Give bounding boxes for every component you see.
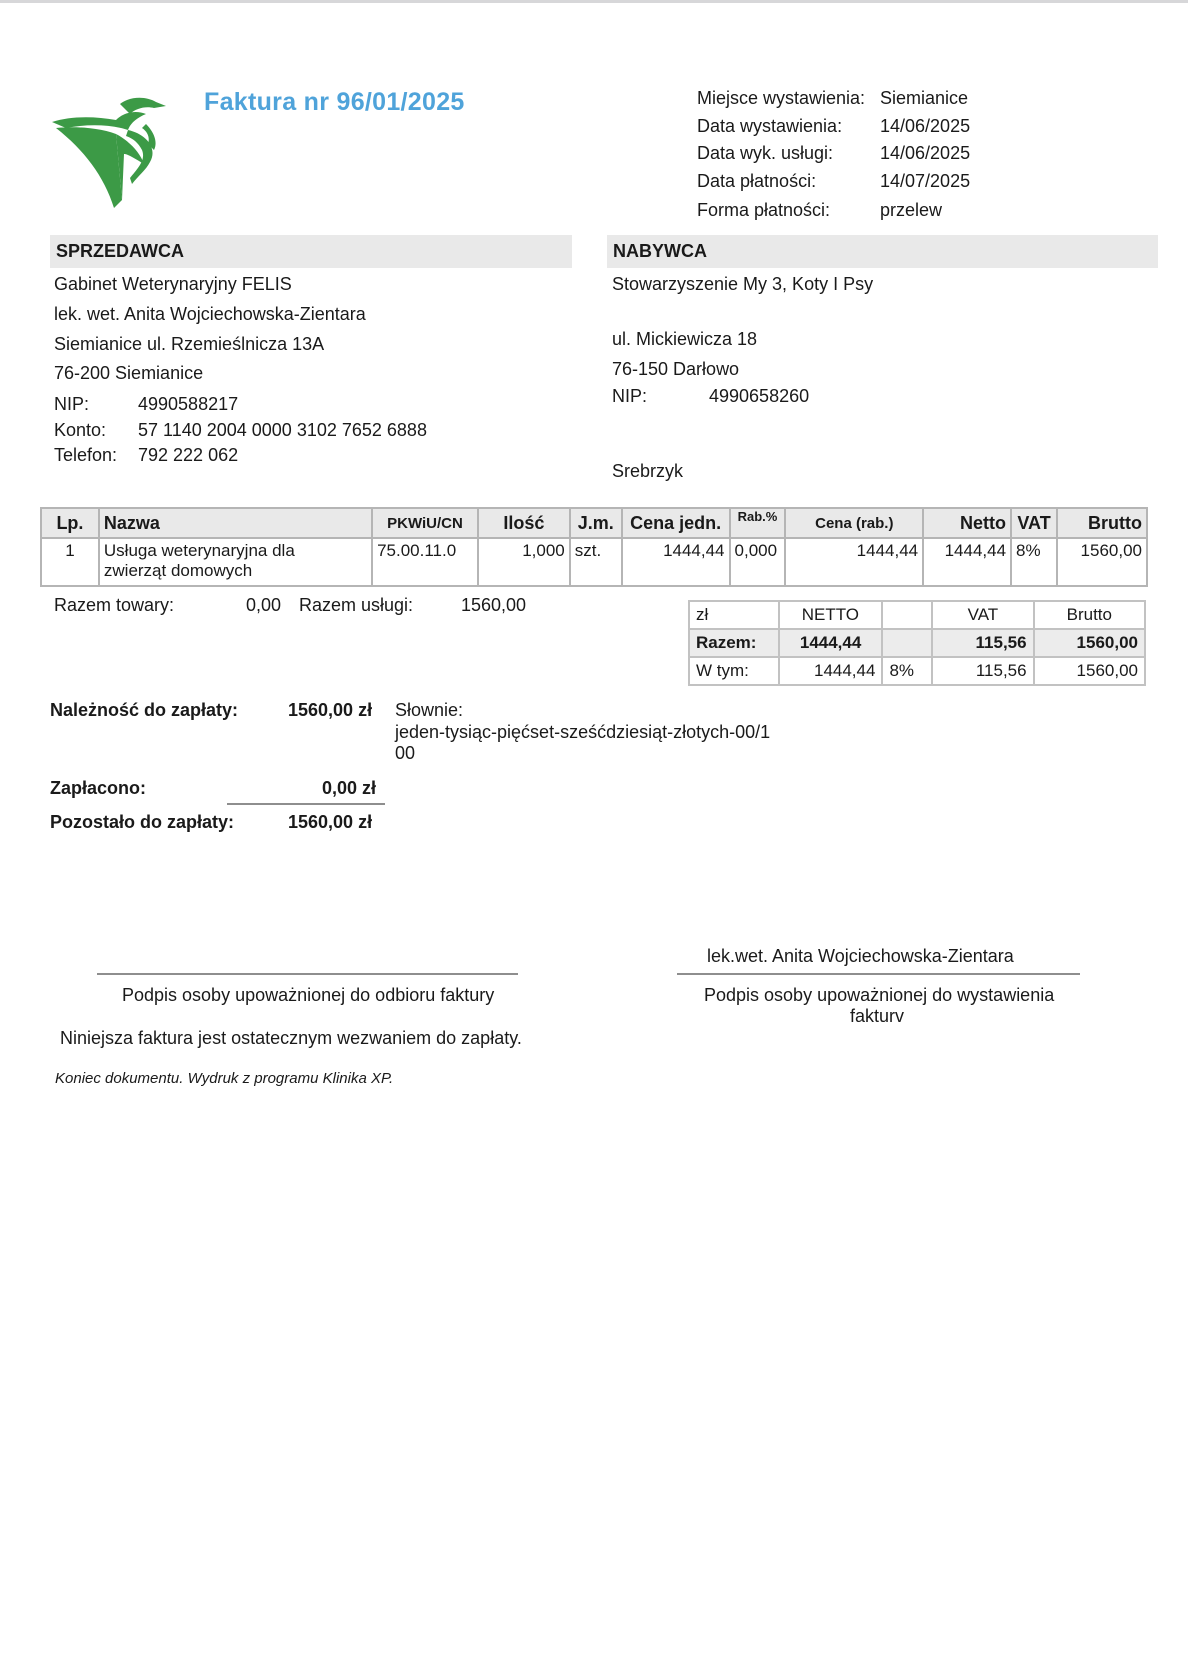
summary-header-row	[689, 601, 1145, 629]
col-lp: Lp.	[41, 508, 99, 538]
meta-payment-form-value: przelew	[880, 200, 943, 220]
col-net: Netto	[923, 508, 1011, 538]
cell-qty: 1,000	[478, 538, 570, 586]
seller-name: Gabinet Weterynaryjny FELIS	[54, 274, 292, 294]
goods-total-value: 0,00	[246, 595, 282, 615]
seller-person: lek. wet. Anita Wojciechowska-Zientara	[54, 304, 366, 324]
issuer-signature-caption-line1: Podpis osoby upoważnionej do wystawienia	[704, 985, 1055, 1005]
amount-words-label: Słownie:	[395, 700, 464, 720]
col-unit: J.m.	[570, 508, 622, 538]
buyer-street: ul. Mickiewicza 18	[612, 329, 758, 349]
vat-summary-table	[688, 600, 1146, 686]
meta-service-date-value: 14/06/2025	[880, 143, 971, 163]
col-price-disc: Cena (rab.)	[785, 508, 923, 538]
summary-gross-header: Brutto	[1034, 601, 1145, 629]
col-gross: Brutto	[1057, 508, 1147, 538]
cell-lp: 1	[41, 538, 99, 586]
amount-due-label: Należność do zapłaty:	[50, 700, 239, 720]
summary-incl-vat: 115,56	[932, 657, 1033, 685]
paid-label: Zapłacono:	[50, 778, 147, 798]
receiver-signature-caption: Podpis osoby upoważnionej do odbioru faktury	[122, 985, 495, 1005]
summary-total-net: 1444,44	[779, 629, 883, 657]
cell-name-line1: Usługa weterynaryjna dla	[103, 541, 295, 560]
document-end-note: Koniec dokumentu. Wydruk z programu Klinika XP.	[55, 1070, 394, 1087]
buyer-nip: 4990658260	[709, 386, 810, 406]
meta-payment-form-label: Forma płatności:	[697, 200, 831, 220]
issuer-signature-caption-line2: fakturv	[850, 1006, 905, 1026]
amount-due-value: 1560,00 zł	[288, 700, 373, 720]
remaining-value: 1560,00 zł	[288, 812, 373, 832]
amount-words-line1: jeden-tysiąc-pięćset-sześćdziesiąt-złotych-00/1	[395, 722, 771, 742]
seller-phone-label: Telefon:	[54, 445, 118, 465]
top-border	[0, 0, 1188, 3]
remaining-label: Pozostało do zapłaty:	[50, 812, 235, 832]
cell-unit-price: 1444,44	[622, 538, 730, 586]
summary-total-label: Razem:	[689, 629, 779, 657]
col-name: Nazwa	[99, 508, 372, 538]
receiver-signature-line	[97, 973, 518, 975]
seller-header: SPRZEDAWCA	[50, 235, 572, 268]
col-discount: Rab.%	[730, 508, 786, 538]
items-table	[40, 507, 1148, 587]
summary-total-row	[689, 629, 1145, 657]
table-row	[41, 538, 1147, 586]
meta-service-date-label: Data wyk. usługi:	[697, 143, 834, 163]
summary-total-gross: 1560,00	[1034, 629, 1145, 657]
amount-words-line2: 00	[395, 743, 416, 763]
col-vat: VAT	[1011, 508, 1057, 538]
buyer-header: NABYWCA	[607, 235, 1158, 268]
cell-gross: 1560,00	[1057, 538, 1147, 586]
summary-currency: zł	[689, 601, 779, 629]
summary-incl-gross: 1560,00	[1034, 657, 1145, 685]
meta-place-value: Siemianice	[880, 88, 969, 108]
final-notice: Niniejsza faktura jest ostatecznym wezwaniem do zapłaty.	[60, 1028, 522, 1048]
summary-total-empty	[882, 629, 932, 657]
meta-payment-date-value: 14/07/2025	[880, 171, 971, 191]
summary-net-header: NETTO	[779, 601, 883, 629]
veterinary-logo-icon	[50, 94, 180, 210]
cell-pkwiu: 75.00.11.0	[372, 538, 478, 586]
cell-discount: 0,000	[730, 538, 786, 586]
cell-price-disc: 1444,44	[785, 538, 923, 586]
seller-street: Siemianice ul. Rzemieślnicza 13A	[54, 334, 325, 354]
buyer-name: Stowarzyszenie My 3, Koty I Psy	[612, 274, 874, 294]
seller-account: 57 1140 2004 0000 3102 7652 6888	[138, 420, 427, 440]
meta-issue-date-value: 14/06/2025	[880, 116, 971, 136]
summary-empty	[882, 601, 932, 629]
cell-unit: szt.	[570, 538, 622, 586]
seller-city: 76-200 Siemianice	[54, 363, 204, 383]
summary-incl-rate: 8%	[882, 657, 932, 685]
seller-account-label: Konto:	[54, 420, 107, 440]
meta-issue-date-label: Data wystawienia:	[697, 116, 843, 136]
cell-net: 1444,44	[923, 538, 1011, 586]
summary-vat-header: VAT	[932, 601, 1033, 629]
paid-value: 0,00 zł	[322, 778, 377, 798]
summary-incl-label: W tym:	[689, 657, 779, 685]
buyer-extra: Srebrzyk	[612, 461, 684, 481]
cell-name	[99, 538, 372, 586]
cell-name-line2: zwierząt domowych	[103, 561, 253, 580]
meta-payment-date-label: Data płatności:	[697, 171, 817, 191]
services-total-value: 1560,00	[461, 595, 527, 615]
buyer-nip-label: NIP:	[612, 386, 648, 406]
goods-total-label: Razem towary:	[54, 595, 175, 615]
items-header-row	[41, 508, 1147, 538]
cell-vat: 8%	[1011, 538, 1057, 586]
seller-phone: 792 222 062	[138, 445, 239, 465]
seller-nip-label: NIP:	[54, 394, 90, 414]
paid-underline	[227, 803, 385, 805]
invoice-title: Faktura nr 96/01/2025	[204, 88, 465, 116]
seller-nip: 4990588217	[138, 394, 239, 414]
col-unit-price: Cena jedn.	[622, 508, 730, 538]
summary-total-vat: 115,56	[932, 629, 1033, 657]
services-total-label: Razem usługi:	[299, 595, 414, 615]
meta-place-label: Miejsce wystawienia:	[697, 88, 866, 108]
summary-incl-row	[689, 657, 1145, 685]
col-pkwiu: PKWiU/CN	[372, 508, 478, 538]
buyer-city: 76-150 Darłowo	[612, 359, 740, 379]
issuer-signature-line	[677, 973, 1080, 975]
col-qty: Ilość	[478, 508, 570, 538]
issuer-name: lek.wet. Anita Wojciechowska-Zientara	[707, 946, 1014, 966]
summary-incl-net: 1444,44	[779, 657, 883, 685]
